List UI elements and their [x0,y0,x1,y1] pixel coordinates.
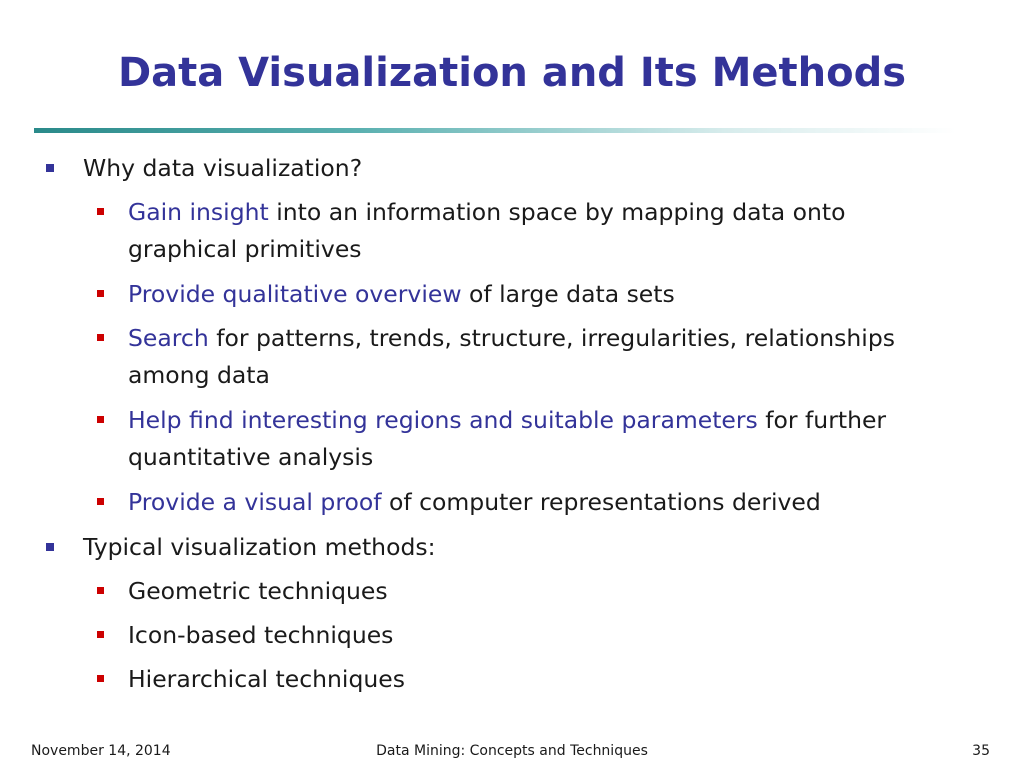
page-number: 35 [972,743,990,759]
sub-bullet-text [128,320,958,394]
square-bullet-icon [97,416,104,423]
body-text: for patterns, trends, structure, irregularities, relationships among data [128,324,896,389]
highlight-text: Search [128,324,209,352]
square-bullet-icon [97,290,104,297]
sub-bullet-text [128,402,958,476]
body-text: of computer representations derived [381,488,821,516]
footer-date: November 14, 2014 [31,743,171,759]
sub-bullet-text [128,194,958,268]
body-text: Icon-based techniques [128,621,394,649]
highlight-text: Help find interesting regions and suitable parameters [128,406,758,434]
square-bullet-icon [97,498,104,505]
sub-bullet-text [128,617,958,654]
square-bullet-icon [97,675,104,682]
square-bullet-icon [97,587,104,594]
bullet-text: Typical visualization methods: [83,533,436,561]
body-text: into an information space by mapping data onto graphical primitives [128,198,846,263]
square-bullet-icon [97,334,104,341]
footer-title: Data Mining: Concepts and Techniques [376,743,648,759]
slide-title: Data Visualization and Its Methods [117,50,907,96]
bullet-text: Why data visualization? [83,154,363,182]
sub-bullet-text [128,661,958,698]
square-bullet-icon [46,164,54,172]
sub-bullet-text [128,276,958,313]
square-bullet-icon [97,208,104,215]
body-text: Hierarchical techniques [128,665,405,693]
highlight-text: Gain insight [128,198,269,226]
sub-bullet-text [128,573,958,610]
body-text: of large data sets [461,280,675,308]
square-bullet-icon [97,631,104,638]
title-divider [34,128,956,133]
highlight-text: Provide qualitative overview [128,280,462,308]
square-bullet-icon [46,543,54,551]
body-text: Geometric techniques [128,577,388,605]
highlight-text: Provide a visual proof [128,488,382,516]
body-text: for further quantitative analysis [128,406,887,471]
sub-bullet-text [128,484,958,521]
